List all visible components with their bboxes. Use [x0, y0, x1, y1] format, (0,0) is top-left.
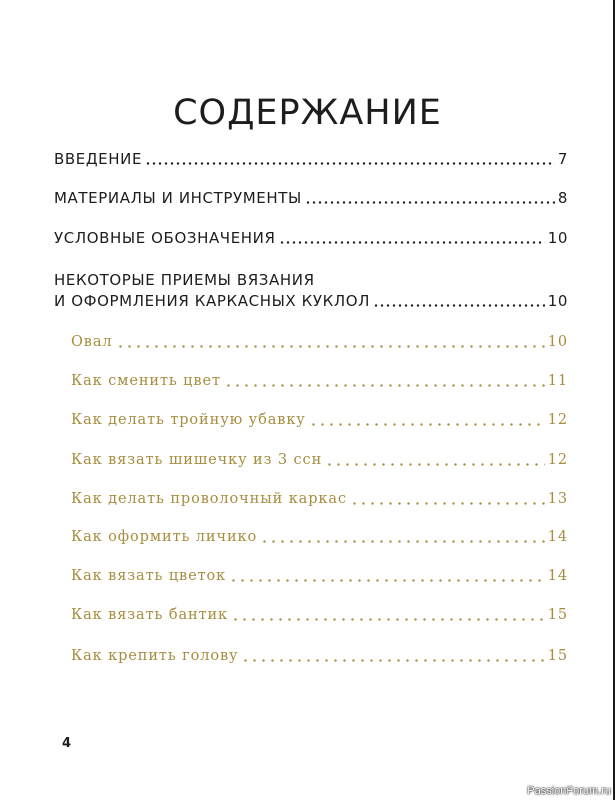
dot-leader	[309, 423, 545, 426]
dot-leader	[229, 579, 545, 582]
toc-entry-page: 10	[547, 229, 568, 247]
watermark-text: PassionForum.ru	[527, 785, 611, 797]
toc-subentry[interactable]	[71, 644, 568, 668]
toc-entry-label: УСЛОВНЫЕ ОБОЗНАЧЕНИЯ	[54, 229, 276, 247]
toc-subentry-label: Как делать тройную убавку	[71, 412, 306, 428]
toc-subentry-label: Как вязать шишечку из 3 ссн	[71, 452, 323, 468]
page-number: 4	[62, 736, 72, 751]
dot-leader	[279, 241, 545, 244]
toc-subentry[interactable]	[71, 487, 568, 511]
toc-subentry-page: 11	[547, 373, 568, 389]
toc-subentry[interactable]	[71, 448, 568, 472]
dot-leader	[325, 463, 545, 466]
toc-entry-techniques[interactable]	[54, 289, 568, 313]
toc-subentry[interactable]	[71, 330, 568, 354]
toc-subentry[interactable]	[71, 603, 568, 627]
toc-subentry-label: Как сменить цвет	[71, 373, 221, 389]
dot-leader	[231, 618, 545, 621]
dot-leader	[116, 345, 545, 348]
toc-subentry-label: Как крепить голову	[71, 648, 239, 664]
toc-entry-label: МАТЕРИАЛЫ И ИНСТРУМЕНТЫ	[54, 189, 302, 207]
toc-entry-label: ВВЕДЕНИЕ	[54, 150, 143, 168]
dot-leader	[260, 540, 545, 543]
toc-subentry[interactable]	[71, 369, 568, 393]
toc-subentry-label: Как делать проволочный каркас	[71, 491, 347, 507]
dot-leader	[305, 201, 555, 204]
toc-entry-label-line2: И ОФОРМЛЕНИЯ КАРКАСНЫХ КУКЛОЛ	[54, 292, 371, 310]
dot-leader	[145, 162, 555, 165]
toc-subentry-page: 12	[547, 452, 568, 468]
toc-entry-intro[interactable]	[54, 147, 568, 171]
page-title: СОДЕРЖАНИЕ	[173, 93, 442, 134]
toc-entry-page: 10	[547, 292, 568, 310]
toc-entry-label-line1[interactable]: НЕКОТОРЫЕ ПРИЕМЫ ВЯЗАНИЯ	[54, 271, 315, 289]
toc-subentry-page: 12	[547, 412, 568, 428]
dot-leader	[224, 384, 545, 387]
toc-entry-page: 8	[557, 189, 568, 207]
toc-subentry-page: 15	[547, 607, 568, 623]
dot-leader	[350, 502, 545, 505]
toc-subentry-label: Как вязать цветок	[71, 568, 227, 584]
toc-subentry[interactable]	[71, 525, 568, 549]
toc-subentry-label: Как вязать бантик	[71, 607, 229, 623]
toc-subentry-page: 10	[547, 334, 568, 350]
toc-subentry-page: 15	[547, 648, 568, 664]
toc-subentry-page: 14	[547, 529, 568, 545]
toc-subentry-page: 13	[547, 491, 568, 507]
toc-entry-materials[interactable]	[54, 186, 568, 210]
toc-entry-symbols[interactable]	[54, 226, 568, 250]
toc-subentry[interactable]	[71, 564, 568, 588]
toc-subentry-label: Как оформить личико	[71, 529, 258, 545]
dot-leader	[241, 659, 544, 662]
toc-entry-page: 7	[557, 150, 568, 168]
toc-subentry-label: Овал	[71, 334, 113, 350]
toc-subentry-page: 14	[547, 568, 568, 584]
dot-leader	[373, 304, 545, 307]
toc-subentry[interactable]	[71, 408, 568, 432]
